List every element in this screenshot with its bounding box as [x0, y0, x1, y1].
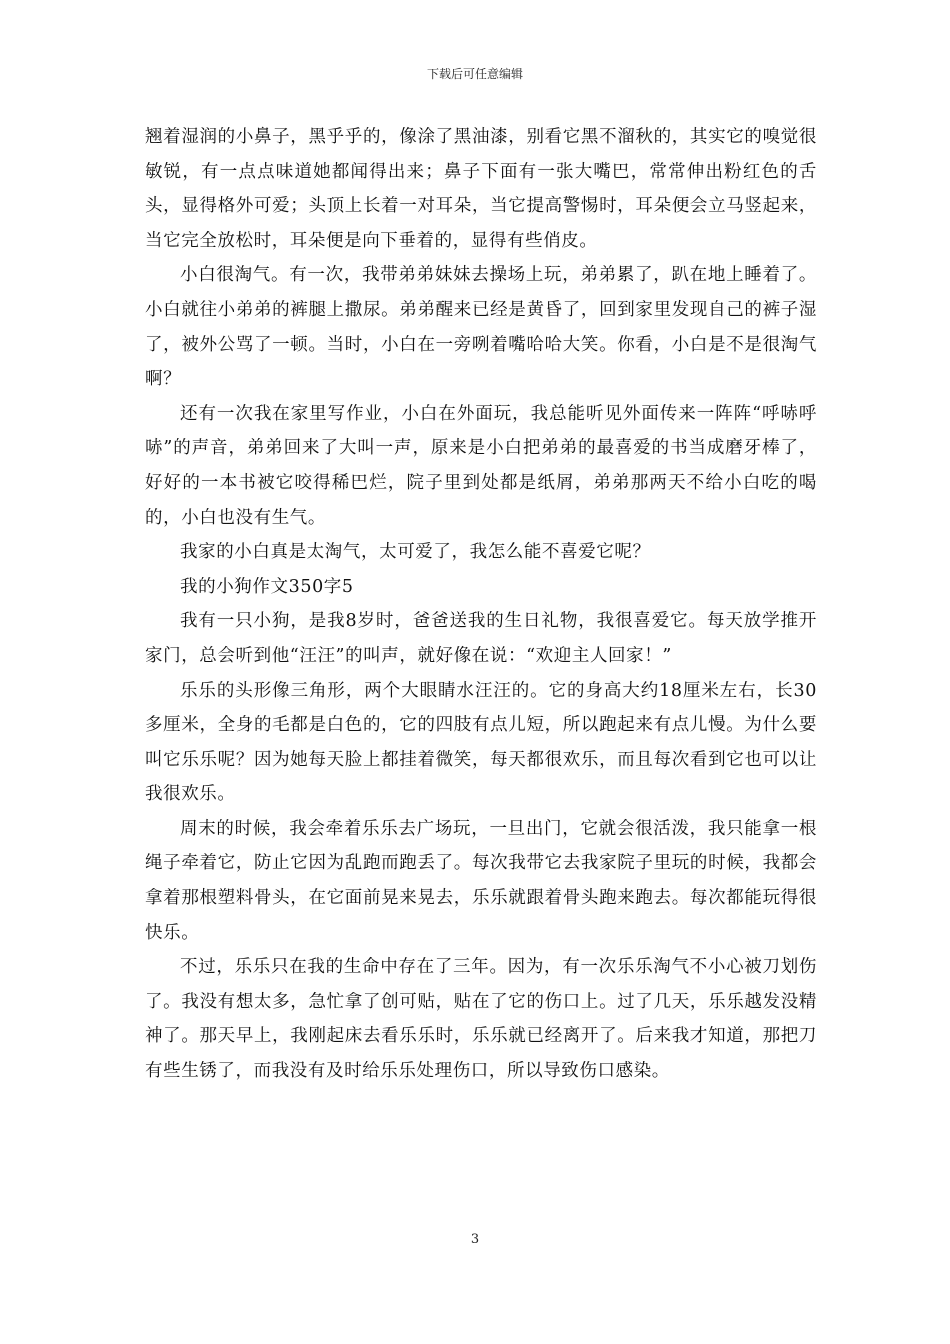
paragraph-dog-nose-and-ears: 翘着湿润的小鼻子，黑乎乎的，像涂了黑油漆，别看它黑不溜秋的，其实它的嗅觉很敏锐，有一点点味道她都闻得出来；鼻子下面有一张大嘴巴，常常伸出粉红色的舌头，显得格外可爱；头顶上长着一对耳朵，当它提高警惕时，耳朵便会立马竖起来，当它完全放松时，耳朵便是向下垂着的，显得有些俏皮。 [145, 127, 817, 251]
paragraph-xiaobai-conclusion: 我家的小白真是太淘气，太可爱了，我怎么能不喜爱它呢？ [180, 542, 651, 563]
paragraph-lele-appearance: 乐乐的头形像三角形，两个大眼睛水汪汪的。它的身高大约18厘米左右，长30多厘米，全身的毛都是白色的，它的四肢有点儿短，所以跑起来有点儿慢。为什么要叫它乐乐呢？因为她每天脸上都挂着微笑，每天都很欢乐，而且每次看到它也可以让我很欢乐。 [145, 680, 817, 805]
document-body [145, 120, 817, 1089]
paragraph-lele-gift: 我有一只小狗，是我8岁时，爸爸送我的生日礼物，我很喜爱它。每天放学推开家门，总会听到他“汪汪”的叫声，就好像在说：“欢迎主人回家！” [145, 611, 817, 666]
paragraph-xiaobai-book: 还有一次我在家里写作业，小白在外面玩，我总能听见外面传来一阵阵“呼哧呼哧”的声音，弟弟回来了大叫一声，原来是小白把弟弟的最喜爱的书当成磨牙棒了，好好的一本书被它咬得稀巴烂，院子里到处都是纸屑，弟弟那两天不给小白吃的喝的，小白也没有生气。 [145, 403, 817, 528]
paragraph-lele-weekend: 周末的时候，我会牵着乐乐去广场玩，一旦出门，它就会很活泼，我只能拿一根绳子牵着它，防止它因为乱跑而跑丢了。每次我带它去我家院子里玩的时候，我都会拿着那根塑料骨头，在它面前晃来晃去，乐乐就跟着骨头跑来跑去。每次都能玩得很快乐。 [145, 818, 817, 943]
paragraph-lele-ending: 不过，乐乐只在我的生命中存在了三年。因为，有一次乐乐淘气不小心被刀划伤了。我没有想太多，急忙拿了创可贴，贴在了它的伤口上。过了几天，乐乐越发没精神了。那天早上，我刚起床去看乐乐时，乐乐就已经离开了。后来我才知道，那把刀有些生锈了，而我没有及时给乐乐处理伤口，所以导致伤口感染。 [145, 957, 817, 1082]
page-number: 3 [470, 1232, 480, 1247]
essay-title: 我的小狗作文350字5 [180, 576, 354, 597]
page-header: 下载后可任意编辑 [426, 67, 523, 81]
paragraph-xiaobai-naughty: 小白很淘气。有一次，我带弟弟妹妹去操场上玩，弟弟累了，趴在地上睡着了。小白就往小弟弟的裤腿上撒尿。弟弟醒来已经是黄昏了，回到家里发现自己的裤子湿了，被外公骂了一顿。当时，小白在一旁咧着嘴哈哈大笑。你看，小白是不是很淘气啊？ [145, 265, 817, 390]
